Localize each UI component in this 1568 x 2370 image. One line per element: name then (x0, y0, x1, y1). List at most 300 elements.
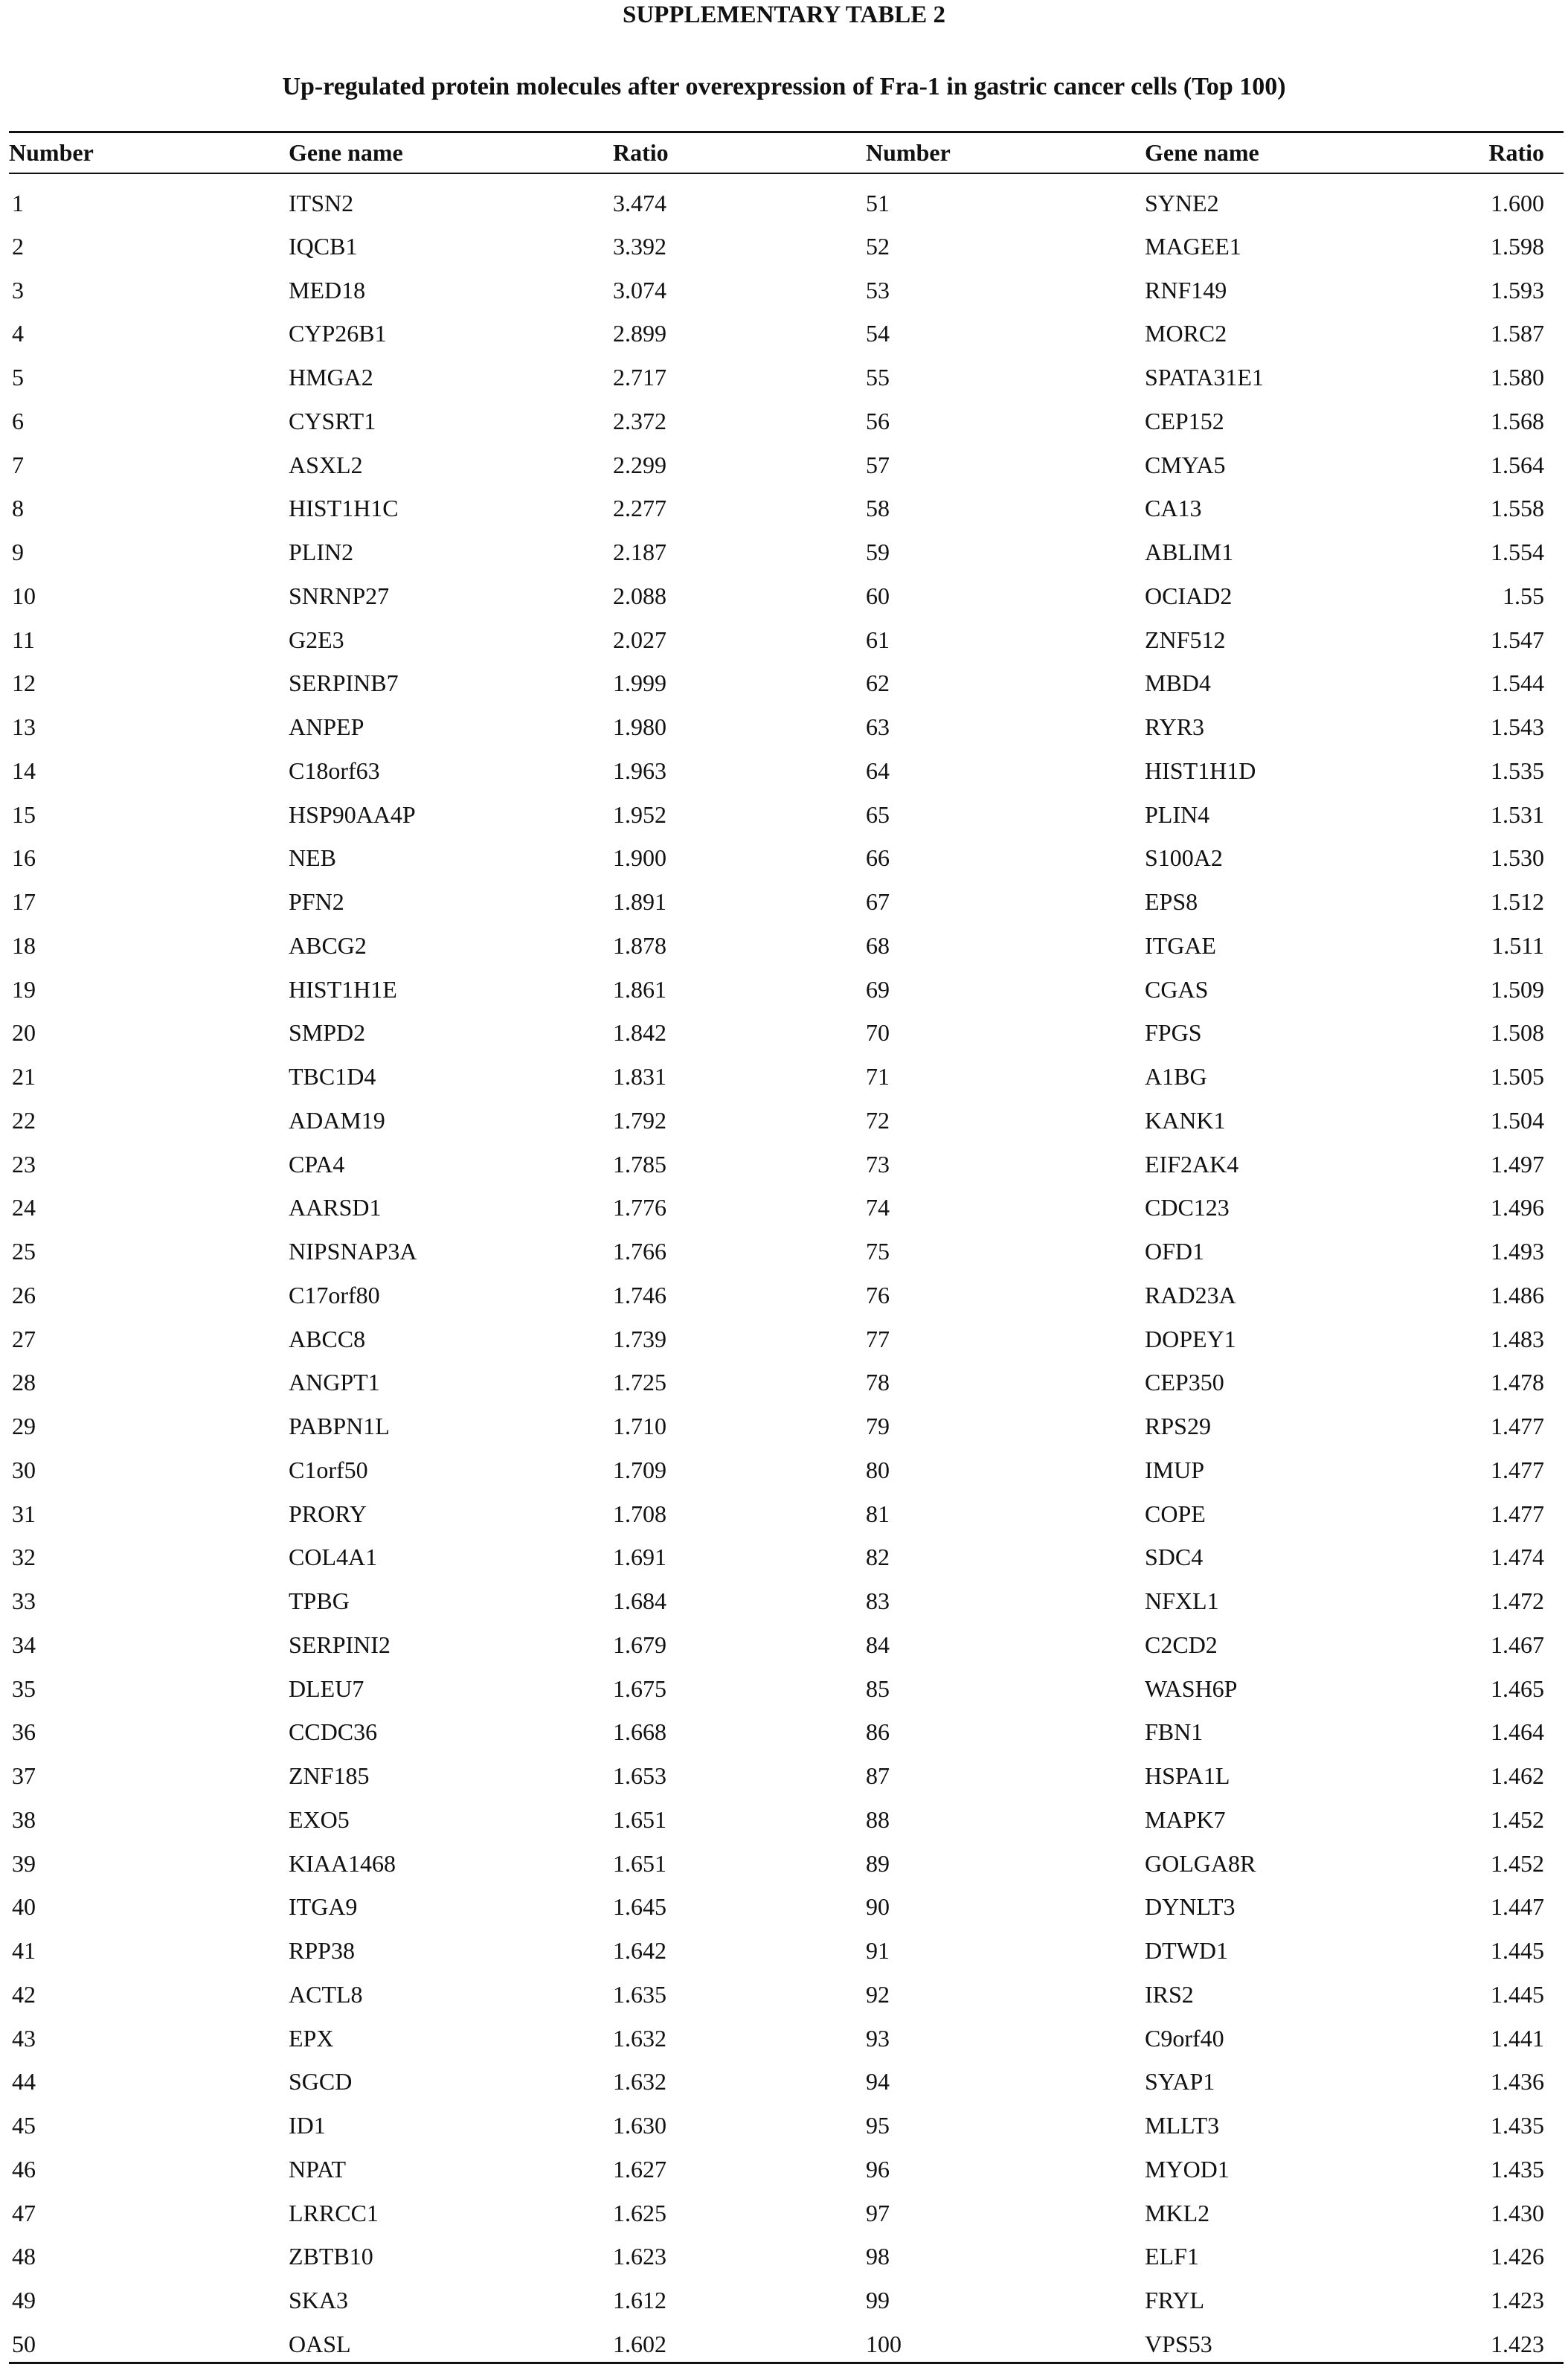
gene-name-cell: ITSN2 (289, 189, 354, 216)
gene-name-cell: C1orf50 (289, 1456, 368, 1483)
number-cell: 23 (12, 1150, 36, 1178)
gene-name-cell: PRORY (289, 1500, 367, 1527)
gene-name-cell: ITGAE (1145, 931, 1216, 959)
gene-name-cell: MBD4 (1145, 669, 1211, 697)
ratio-cell: 1.535 (1491, 757, 1544, 784)
number-cell: 65 (866, 800, 890, 828)
gene-name-cell: IMUP (1145, 1456, 1205, 1483)
number-cell: 5 (12, 364, 24, 391)
number-cell: 16 (12, 844, 36, 872)
number-cell: 90 (866, 1893, 890, 1921)
number-cell: 33 (12, 1587, 36, 1615)
number-cell: 14 (12, 757, 36, 784)
ratio-cell: 2.277 (613, 495, 666, 522)
gene-name-cell: ABLIM1 (1145, 539, 1234, 566)
ratio-cell: 2.717 (613, 364, 666, 391)
gene-name-cell: A1BG (1145, 1063, 1207, 1091)
gene-name-cell: ITGA9 (289, 1893, 358, 1921)
column-header-number-2: Number (866, 139, 951, 166)
gene-name-cell: ASXL2 (289, 451, 363, 478)
ratio-cell: 1.980 (613, 713, 666, 741)
gene-name-cell: IQCB1 (289, 232, 358, 260)
number-cell: 59 (866, 539, 890, 566)
ratio-cell: 1.999 (613, 669, 666, 697)
number-cell: 2 (12, 232, 24, 260)
number-cell: 54 (866, 320, 890, 347)
ratio-cell: 1.709 (613, 1456, 666, 1483)
ratio-cell: 1.452 (1491, 1805, 1544, 1833)
table-row (9, 1492, 1564, 1536)
ratio-cell: 1.785 (613, 1150, 666, 1178)
number-cell: 91 (866, 1937, 890, 1965)
ratio-cell: 1.496 (1491, 1194, 1544, 1221)
ratio-cell: 1.426 (1491, 2243, 1544, 2270)
ratio-cell: 1.746 (613, 1281, 666, 1308)
ratio-cell: 1.511 (1491, 931, 1544, 959)
number-cell: 63 (866, 713, 890, 741)
number-cell: 51 (866, 189, 890, 216)
table-row (9, 173, 1564, 225)
table-row (9, 530, 1564, 574)
gene-name-cell: MLLT3 (1145, 2112, 1220, 2139)
gene-name-cell: TPBG (289, 1587, 350, 1615)
gene-name-cell: GOLGA8R (1145, 1849, 1256, 1877)
ratio-cell: 1.483 (1491, 1325, 1544, 1352)
table-row (9, 1754, 1564, 1798)
gene-name-cell: OCIAD2 (1145, 582, 1233, 609)
ratio-cell: 1.627 (613, 2155, 666, 2183)
ratio-cell: 1.766 (613, 1238, 666, 1265)
table-row (9, 2017, 1564, 2061)
ratio-cell: 1.600 (1491, 189, 1544, 216)
number-cell: 72 (866, 1106, 890, 1134)
number-cell: 100 (866, 2330, 902, 2357)
number-cell: 87 (866, 1762, 890, 1790)
table-row (9, 2148, 1564, 2191)
gene-name-cell: ANPEP (289, 713, 364, 741)
table-row (9, 2279, 1564, 2322)
number-cell: 82 (866, 1544, 890, 1571)
number-cell: 78 (866, 1369, 890, 1396)
gene-name-cell: CEP350 (1145, 1369, 1224, 1396)
number-cell: 80 (866, 1456, 890, 1483)
ratio-cell: 1.679 (613, 1631, 666, 1658)
number-cell: 83 (866, 1587, 890, 1615)
table-body (9, 173, 1564, 2366)
ratio-cell: 1.725 (613, 1369, 666, 1396)
ratio-cell: 1.452 (1491, 1849, 1544, 1877)
ratio-cell: 1.462 (1491, 1762, 1544, 1790)
number-cell: 98 (866, 2243, 890, 2270)
ratio-cell: 1.554 (1491, 539, 1544, 566)
table-row (9, 1274, 1564, 1317)
gene-name-cell: HIST1H1C (289, 495, 399, 522)
ratio-cell: 1.55 (1503, 582, 1544, 609)
gene-name-cell: OFD1 (1145, 1238, 1205, 1265)
number-cell: 10 (12, 582, 36, 609)
gene-name-cell: CYP26B1 (289, 320, 387, 347)
ratio-cell: 1.564 (1491, 451, 1544, 478)
number-cell: 28 (12, 1369, 36, 1396)
table-row (9, 487, 1564, 531)
ratio-cell: 1.543 (1491, 713, 1544, 741)
gene-name-cell: SYNE2 (1145, 189, 1219, 216)
number-cell: 77 (866, 1325, 890, 1352)
table-row (9, 1361, 1564, 1405)
number-cell: 19 (12, 975, 36, 1003)
number-cell: 49 (12, 2287, 36, 2314)
number-cell: 32 (12, 1544, 36, 1571)
gene-name-cell: CA13 (1145, 495, 1202, 522)
ratio-cell: 1.861 (613, 975, 666, 1003)
number-cell: 15 (12, 800, 36, 828)
number-cell: 58 (866, 495, 890, 522)
gene-name-cell: SPATA31E1 (1145, 364, 1264, 391)
number-cell: 94 (866, 2068, 890, 2096)
table-row (9, 443, 1564, 487)
gene-name-cell: ANGPT1 (289, 1369, 380, 1396)
number-cell: 69 (866, 975, 890, 1003)
number-cell: 30 (12, 1456, 36, 1483)
column-header-ratio: Ratio (613, 139, 669, 166)
ratio-cell: 1.675 (613, 1674, 666, 1702)
gene-name-cell: ACTL8 (289, 1980, 363, 2008)
ratio-cell: 1.512 (1491, 888, 1544, 916)
table-row (9, 968, 1564, 1012)
column-header-gene-name-2: Gene name (1145, 139, 1259, 166)
ratio-cell: 1.477 (1491, 1413, 1544, 1440)
gene-name-cell: EPS8 (1145, 888, 1198, 916)
number-cell: 1 (12, 189, 24, 216)
gene-name-cell: MYOD1 (1145, 2155, 1230, 2183)
ratio-cell: 1.842 (613, 1019, 666, 1047)
number-cell: 12 (12, 669, 36, 697)
gene-name-cell: RPP38 (289, 1937, 355, 1965)
ratio-cell: 1.653 (613, 1762, 666, 1790)
ratio-cell: 1.632 (613, 2068, 666, 2096)
number-cell: 7 (12, 451, 24, 478)
number-cell: 37 (12, 1762, 36, 1790)
number-cell: 92 (866, 1980, 890, 2008)
number-cell: 89 (866, 1849, 890, 1877)
ratio-cell: 1.530 (1491, 844, 1544, 872)
ratio-cell: 1.612 (613, 2287, 666, 2314)
ratio-cell: 1.467 (1491, 1631, 1544, 1658)
table-row (9, 1579, 1564, 1623)
ratio-cell: 1.632 (613, 2024, 666, 2052)
number-cell: 68 (866, 931, 890, 959)
number-cell: 44 (12, 2068, 36, 2096)
ratio-cell: 1.668 (613, 1718, 666, 1746)
gene-name-cell: FPGS (1145, 1019, 1202, 1047)
number-cell: 31 (12, 1500, 36, 1527)
number-cell: 9 (12, 539, 24, 566)
ratio-cell: 2.027 (613, 626, 666, 653)
number-cell: 22 (12, 1106, 36, 1134)
gene-name-cell: CMYA5 (1145, 451, 1226, 478)
gene-name-cell: RAD23A (1145, 1281, 1236, 1308)
gene-name-cell: DYNLT3 (1145, 1893, 1236, 1921)
ratio-cell: 1.508 (1491, 1019, 1544, 1047)
number-cell: 93 (866, 2024, 890, 2052)
gene-name-cell: RYR3 (1145, 713, 1205, 741)
gene-name-cell: MED18 (289, 276, 366, 304)
number-cell: 61 (866, 626, 890, 653)
number-cell: 56 (866, 407, 890, 434)
number-cell: 50 (12, 2330, 36, 2357)
gene-name-cell: IRS2 (1145, 1980, 1194, 2008)
gene-name-cell: PLIN2 (289, 539, 354, 566)
number-cell: 74 (866, 1194, 890, 1221)
ratio-cell: 3.474 (613, 189, 666, 216)
ratio-cell: 2.088 (613, 582, 666, 609)
ratio-cell: 1.445 (1491, 1937, 1544, 1965)
number-cell: 29 (12, 1413, 36, 1440)
number-cell: 11 (12, 626, 35, 653)
ratio-cell: 1.505 (1491, 1063, 1544, 1091)
table-row (9, 225, 1564, 269)
table-row (9, 1099, 1564, 1143)
number-cell: 26 (12, 1281, 36, 1308)
gene-name-cell: PFN2 (289, 888, 344, 916)
gene-name-cell: LRRCC1 (289, 2199, 379, 2226)
gene-name-cell: HIST1H1E (289, 975, 397, 1003)
number-cell: 13 (12, 713, 36, 741)
gene-name-cell: SMPD2 (289, 1019, 366, 1047)
number-cell: 40 (12, 1893, 36, 1921)
number-cell: 25 (12, 1238, 36, 1265)
gene-name-cell: COL4A1 (289, 1544, 378, 1571)
table-row (9, 749, 1564, 793)
table-row (9, 837, 1564, 881)
ratio-cell: 1.493 (1491, 1238, 1544, 1265)
number-cell: 96 (866, 2155, 890, 2183)
number-cell: 46 (12, 2155, 36, 2183)
gene-name-cell: FBN1 (1145, 1718, 1204, 1746)
number-cell: 66 (866, 844, 890, 872)
gene-name-cell: DOPEY1 (1145, 1325, 1236, 1352)
gene-name-cell: HIST1H1D (1145, 757, 1256, 784)
ratio-cell: 3.074 (613, 276, 666, 304)
ratio-cell: 1.547 (1491, 626, 1544, 653)
gene-name-cell: NEB (289, 844, 336, 872)
ratio-cell: 1.497 (1491, 1150, 1544, 1178)
table-row (9, 705, 1564, 749)
table-row (9, 1886, 1564, 1930)
table-row (9, 2061, 1564, 2104)
table-row (9, 2235, 1564, 2279)
number-cell: 57 (866, 451, 890, 478)
gene-name-cell: ELF1 (1145, 2243, 1199, 2270)
table-row (9, 618, 1564, 662)
gene-name-cell: DTWD1 (1145, 1937, 1228, 1965)
number-cell: 42 (12, 1980, 36, 2008)
table-row (9, 1448, 1564, 1492)
number-cell: 53 (866, 276, 890, 304)
gene-name-cell: SNRNP27 (289, 582, 390, 609)
table-row (9, 1929, 1564, 1973)
ratio-cell: 1.963 (613, 757, 666, 784)
gene-name-cell: CCDC36 (289, 1718, 378, 1746)
gene-name-cell: CEP152 (1145, 407, 1224, 434)
ratio-cell: 1.651 (613, 1849, 666, 1877)
number-cell: 4 (12, 320, 24, 347)
gene-name-cell: ZBTB10 (289, 2243, 373, 2270)
gene-name-cell: KIAA1468 (289, 1849, 396, 1877)
ratio-cell: 1.568 (1491, 407, 1544, 434)
number-cell: 45 (12, 2112, 36, 2139)
column-header-number: Number (9, 139, 94, 166)
number-cell: 36 (12, 1718, 36, 1746)
ratio-cell: 1.531 (1491, 800, 1544, 828)
ratio-cell: 1.478 (1491, 1369, 1544, 1396)
ratio-cell: 1.472 (1491, 1587, 1544, 1615)
ratio-cell: 1.464 (1491, 1718, 1544, 1746)
number-cell: 3 (12, 276, 24, 304)
ratio-cell: 1.430 (1491, 2199, 1544, 2226)
table-row (9, 1842, 1564, 1886)
number-cell: 17 (12, 888, 36, 916)
ratio-cell: 1.710 (613, 1413, 666, 1440)
ratio-cell: 1.684 (613, 1587, 666, 1615)
ratio-cell: 1.423 (1491, 2287, 1544, 2314)
number-cell: 70 (866, 1019, 890, 1047)
number-cell: 88 (866, 1805, 890, 1833)
ratio-cell: 1.739 (613, 1325, 666, 1352)
table-row (9, 1798, 1564, 1842)
gene-name-cell: KANK1 (1145, 1106, 1226, 1134)
table-row (9, 1186, 1564, 1230)
ratio-cell: 1.445 (1491, 1980, 1544, 2008)
gene-name-cell: COPE (1145, 1500, 1206, 1527)
gene-name-cell: SERPINB7 (289, 669, 399, 697)
table-row (9, 269, 1564, 312)
table-row (9, 1973, 1564, 2017)
ratio-cell: 1.952 (613, 800, 666, 828)
table-title: SUPPLEMENTARY TABLE 2 (622, 1, 945, 28)
ratio-cell: 2.372 (613, 407, 666, 434)
gene-name-cell: CGAS (1145, 975, 1209, 1003)
gene-name-cell: AARSD1 (289, 1194, 382, 1221)
gene-name-cell: ZNF512 (1145, 626, 1226, 653)
gene-name-cell: TBC1D4 (289, 1063, 376, 1091)
ratio-cell: 1.435 (1491, 2112, 1544, 2139)
gene-name-cell: EXO5 (289, 1805, 350, 1833)
ratio-cell: 1.477 (1491, 1456, 1544, 1483)
ratio-cell: 1.630 (613, 2112, 666, 2139)
ratio-cell: 2.899 (613, 320, 666, 347)
number-cell: 75 (866, 1238, 890, 1265)
ratio-cell: 1.423 (1491, 2330, 1544, 2357)
ratio-cell: 1.792 (613, 1106, 666, 1134)
number-cell: 48 (12, 2243, 36, 2270)
number-cell: 60 (866, 582, 890, 609)
column-header-ratio-2: Ratio (1488, 139, 1544, 166)
table-row (9, 2322, 1564, 2366)
ratio-cell: 2.187 (613, 539, 666, 566)
number-cell: 52 (866, 232, 890, 260)
table-row (9, 2191, 1564, 2235)
gene-name-cell: C17orf80 (289, 1281, 380, 1308)
gene-name-cell: MAPK7 (1145, 1805, 1226, 1833)
number-cell: 24 (12, 1194, 36, 1221)
gene-name-cell: HSPA1L (1145, 1762, 1230, 1790)
gene-name-cell: MKL2 (1145, 2199, 1210, 2226)
gene-name-cell: WASH6P (1145, 1674, 1238, 1702)
gene-name-cell: C2CD2 (1145, 1631, 1218, 1658)
ratio-cell: 1.441 (1491, 2024, 1544, 2052)
gene-name-cell: NIPSNAP3A (289, 1238, 417, 1265)
gene-name-cell: DLEU7 (289, 1674, 364, 1702)
ratio-cell: 1.708 (613, 1500, 666, 1527)
ratio-cell: 1.587 (1491, 320, 1544, 347)
ratio-cell: 1.776 (613, 1194, 666, 1221)
gene-name-cell: C9orf40 (1145, 2024, 1224, 2052)
ratio-cell: 1.593 (1491, 276, 1544, 304)
number-cell: 47 (12, 2199, 36, 2226)
table-row (9, 1404, 1564, 1448)
gene-name-cell: HSP90AA4P (289, 800, 416, 828)
gene-name-cell: ABCC8 (289, 1325, 366, 1352)
number-cell: 62 (866, 669, 890, 697)
gene-name-cell: CPA4 (289, 1150, 345, 1178)
ratio-cell: 1.580 (1491, 364, 1544, 391)
ratio-cell: 1.436 (1491, 2068, 1544, 2096)
number-cell: 43 (12, 2024, 36, 2052)
ratio-cell: 3.392 (613, 232, 666, 260)
number-cell: 99 (866, 2287, 890, 2314)
table-row (9, 880, 1564, 924)
number-cell: 8 (12, 495, 24, 522)
number-cell: 86 (866, 1718, 890, 1746)
gene-name-cell: S100A2 (1145, 844, 1223, 872)
gene-name-cell: CDC123 (1145, 1194, 1230, 1221)
gene-name-cell: FRYL (1145, 2287, 1205, 2314)
table-row (9, 1143, 1564, 1186)
gene-name-cell: C18orf63 (289, 757, 380, 784)
table-row (9, 574, 1564, 618)
number-cell: 97 (866, 2199, 890, 2226)
table-row (9, 1667, 1564, 1711)
ratio-cell: 1.831 (613, 1063, 666, 1091)
table-row (9, 356, 1564, 399)
number-cell: 6 (12, 407, 24, 434)
ratio-cell: 1.447 (1491, 1893, 1544, 1921)
ratio-cell: 2.299 (613, 451, 666, 478)
table-row (9, 1230, 1564, 1274)
gene-name-cell: ZNF185 (289, 1762, 370, 1790)
ratio-cell: 1.625 (613, 2199, 666, 2226)
gene-name-cell: VPS53 (1145, 2330, 1212, 2357)
gene-name-cell: ADAM19 (289, 1106, 385, 1134)
ratio-cell: 1.509 (1491, 975, 1544, 1003)
ratio-cell: 1.465 (1491, 1674, 1544, 1702)
ratio-cell: 1.477 (1491, 1500, 1544, 1527)
ratio-cell: 1.544 (1491, 669, 1544, 697)
gene-name-cell: SDC4 (1145, 1544, 1204, 1571)
number-cell: 95 (866, 2112, 890, 2139)
gene-name-cell: OASL (289, 2330, 351, 2357)
gene-name-cell: PLIN4 (1145, 800, 1210, 828)
ratio-cell: 1.645 (613, 1893, 666, 1921)
gene-name-cell: ID1 (289, 2112, 326, 2139)
table-header-row (9, 133, 1564, 173)
ratio-cell: 1.558 (1491, 495, 1544, 522)
gene-name-cell: CYSRT1 (289, 407, 376, 434)
ratio-cell: 1.474 (1491, 1544, 1544, 1571)
gene-name-cell: PABPN1L (289, 1413, 390, 1440)
number-cell: 73 (866, 1150, 890, 1178)
